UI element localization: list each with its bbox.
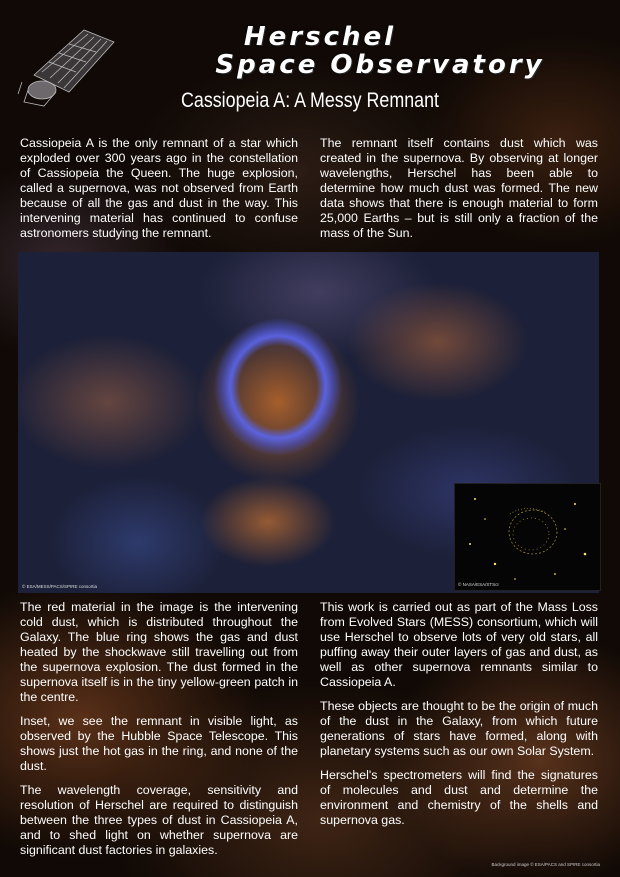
hubble-remnant-drawing [455, 484, 600, 590]
background-image-credit: Background image © ESA/PACS and SPIRE consortia [491, 862, 600, 867]
inset-image-credit: © NASA/ESA/STScI [458, 582, 499, 587]
lower-right-paragraph-2: These objects are thought to be the origin of much of the dust in the Galaxy, from which future generations of stars have formed, along with planetary systems such as our own Solar System. [320, 699, 598, 758]
lower-left-paragraph-2: Inset, we see the remnant in visible light, as observed by the Hubble Space Telescope. This shows just the hot gas in the ring, and none of the dust. [20, 714, 298, 773]
hubble-inset-image [454, 483, 601, 591]
lower-left-column [20, 600, 298, 867]
intro-left-column [20, 136, 298, 250]
lower-right-paragraph-3: Herschel's spectrometers will find the signatures of molecules and dust and determine the environment and chemistry of the shells and supernova gas. [320, 768, 598, 827]
main-image-credit: © ESA/MESS/PACS/SPIRE consortia [22, 584, 98, 589]
intro-left-paragraph: Cassiopeia A is the only remnant of a star which exploded over 300 years ago in the constellation of Cassiopeia the Queen. The huge explosion, called a supernova, was not observed from Earth because of all the gas and dust in the way. This intervening material has continued to confuse astronomers studying the remnant. [20, 136, 298, 240]
intro-right-paragraph: The remnant itself contains dust which was created in the supernova. By observing at longer wavelengths, Herschel has been able to determine how much dust was formed. The new data shows that there is enough material to form 25,000 Earths – but is still only a fraction of the mass of the Sun. [320, 136, 598, 240]
lower-left-paragraph-3: The wavelength coverage, sensitivity and resolution of Herschel are required to distinguish between the three types of dust in Cassiopeia A, and to shed light on whether supernova are significant dust factories in galaxies. [20, 783, 298, 857]
title-herschel: Herschel [243, 22, 397, 52]
lower-right-paragraph-1: This work is carried out as part of the Mass Loss from Evolved Stars (MESS) consortium, which will use Herschel to observe lots of very old stars, all puffing away their outer layers of gas and dust, as well as other supernova remnants similar to Cassiopeia A. [320, 600, 598, 689]
lower-left-paragraph-1: The red material in the image is the intervening cold dust, which is distributed throughout the Galaxy. The blue ring shows the gas and dust heated by the shockwave still travelling out from the supernova explosion. The dust formed in the supernova itself is in the tiny yellow-green patch in the centre. [20, 600, 298, 704]
lower-right-column [320, 600, 598, 837]
subtitle: Cassiopeia A: A Messy Remnant [181, 89, 439, 112]
intro-right-column [320, 136, 598, 250]
title-space-observatory: Space Observatory [215, 50, 545, 80]
